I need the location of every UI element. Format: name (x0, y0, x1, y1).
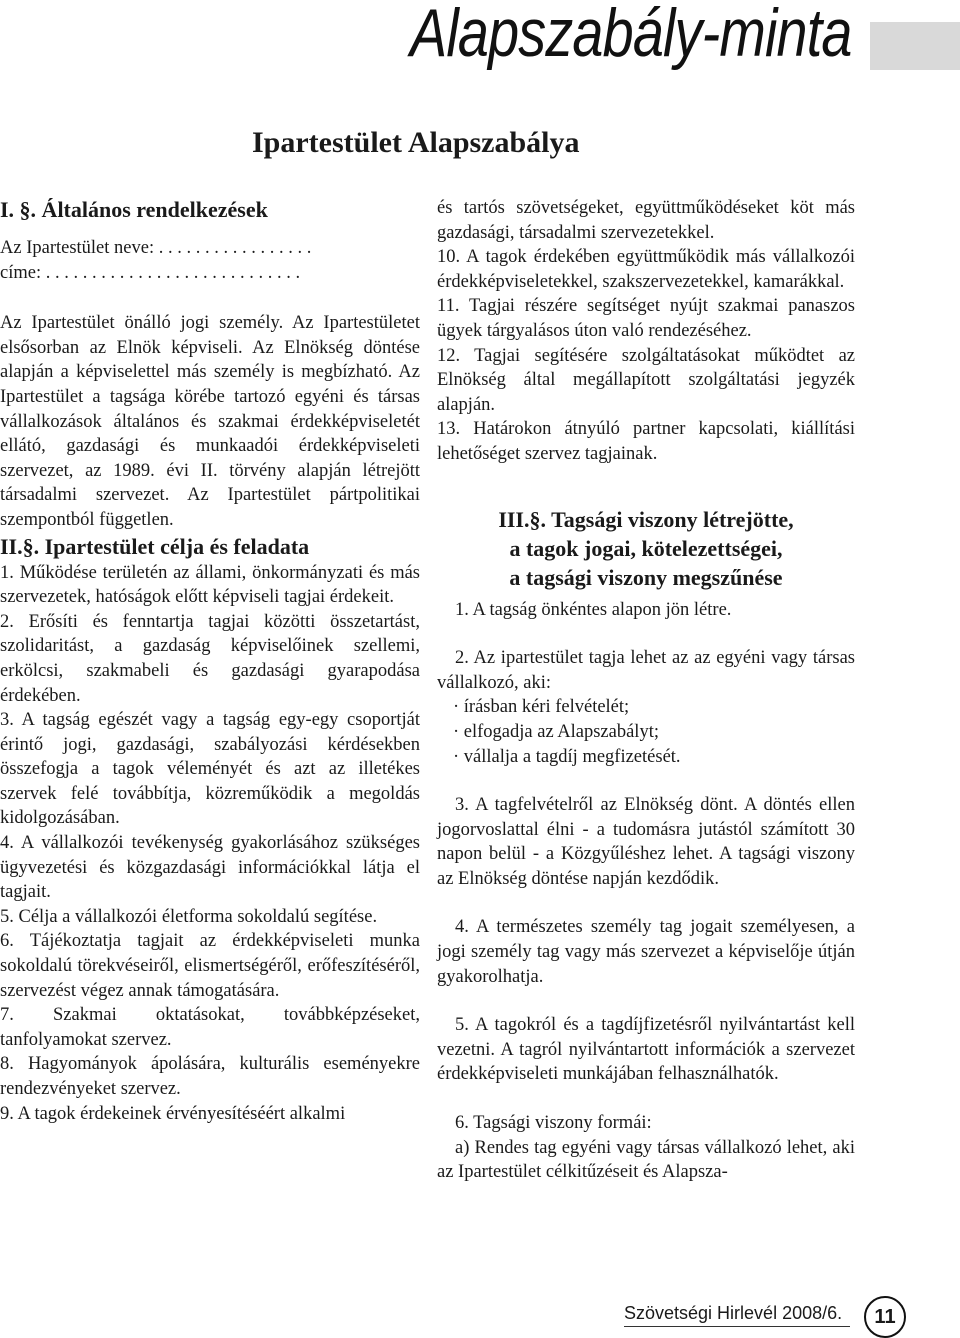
section-2-item-1: 1. Működése területén az állami, önkormányzati és más szervezetek, hatóságok előtt képviseli tagjai érdekeit. (0, 562, 420, 608)
right-column (437, 196, 855, 1185)
section-2-item-7: 7. Szakmai oktatásokat, továbbképzéseket, tanfolyamokat szervez. (0, 1005, 420, 1050)
section-2-item-3: 3. A tagság egészét vagy a tagság egy-egy csoportját érintő jogi, gazdasági, szabályozási kérdésekben összefogja a tagok véleményét és azt az illetékes szervek felé továbbítja, közreműködik a megoldás kidolgozásában. (0, 710, 420, 829)
section-2-item-11: 11. Tagjai részére segítséget nyújt szakmai panaszos ügyek tárgyalásos úton való rendezéséhez. (437, 296, 855, 341)
section-3-heading (437, 505, 855, 592)
section-2-item-13: 13. Határokon átnyúló partner kapcsolati, kiállítási lehetőséget szervez tagjainak. (437, 419, 855, 464)
name-field: Az Ipartestület neve: . . . . . . . . . . . . . . . . . (0, 238, 312, 258)
section-2-item-2: 2. Erősíti és fenntartja tagjai közötti összetartást, szolidaritást, a gazdaság képviselőinek szellemi, erkölcsi, szakmabeli és gazdasági gyarapodása érdekében. (0, 611, 420, 706)
page-number: 11 (864, 1296, 906, 1338)
section-3-p5: 5. A tagokról és a tagdíjfizetésről nyilvántartást kell vezetni. A tagról nyilvántartott információk a szervezet érdekképviseleti munkájában felhasználhatók. (437, 1015, 855, 1085)
section-3-heading-line-3: a tagsági viszony megszűnése (509, 564, 783, 590)
section-2-item-5: 5. Célja a vállalkozói életforma sokoldalú segítése. (0, 906, 378, 927)
header-gray-block (870, 22, 960, 70)
section-2-item-12: 12. Tagjai segítésére szolgáltatásokat működtet az Elnökség által megállapított szolgáltatási jegyzék alapján. (437, 345, 855, 415)
footer-rule (624, 1326, 850, 1327)
section-3-p4: 4. A természetes személy tag jogait személyesen, a jogi személy tag vagy más szervezet a képviselője útján gyakorolhatja. (437, 917, 855, 987)
address-field: címe: . . . . . . . . . . . . . . . . . . . . . . . . . . . . (0, 262, 301, 283)
section-3-p2: 2. Az ipartestület tagja lehet az az egyéni vagy társas vállalkozó, aki: (437, 648, 855, 693)
section-3-p1: 1. A tagság önkéntes alapon jön létre. (455, 599, 732, 620)
section-1-intro: Az Ipartestület önálló jogi személy. Az Ipartestületet elsősorban az Elnök képviseli. Az Elnökség döntése alapján a képviselettel más személy is megbízható. Az Ipartestület a tagsága körébe tartozó egyéni és társas vállalkozások általános és szakmai érdekképviseletét ellátó, gazdasági és munkaadói érdekképviseleti szervezet, az 1989. évi II. törvény alapján létrejött társadalmi szervezet. Az Ipartestület pártpolitikai szempontból független. (0, 313, 420, 530)
section-2-item-10: 10. A tagok érdekében együttműködik más vállalkozói érdekképviseletekkel, szakszervezetekkel, kamarákkal. (437, 247, 855, 292)
section-2-heading: II.§. Ipartestület célja és feladata (0, 533, 310, 559)
header-title: Alapszabály-minta (410, 0, 852, 71)
section-2-item-6: 6. Tájékoztatja tagjait az érdekképviseleti munka sokoldalú törekvéseiről, elismertségéről, erőfeszítéséről, szervezést végez annak támogatására. (0, 931, 420, 1001)
section-3-p6a: a) Rendes tag egyéni vagy társas vállalkozó lehet, aki az Ipartestület célkitűzéseit és Alapsza- (437, 1137, 855, 1183)
section-2-item-4: 4. A vállalkozói tevékenység gyakorlásához szükséges ügyvezetési és közgazdasági információkkal látja el tagjait. (0, 833, 420, 903)
footer-journal-name: Szövetségi Hirlevél 2008/6. (624, 1303, 843, 1323)
document-title: Ipartestület Alapszabálya (252, 126, 580, 159)
section-2-continuation: és tartós szövetségeket, együttműködéseket köt más gazdasági, társadalmi szervezetekkel. (437, 198, 855, 243)
section-3-bullet-2: · elfogadja az Alapszabályt; (453, 721, 659, 742)
section-3-p6: 6. Tagsági viszony formái: (455, 1113, 652, 1134)
section-2-item-8: 8. Hagyományok ápolására, kulturális eseményekre rendezvényeket szervez. (0, 1054, 420, 1099)
section-3-heading-line-2: a tagok jogai, kötelezettségei, (509, 535, 783, 561)
section-3-heading-line-1: III.§. Tagsági viszony létrejötte, (498, 506, 794, 532)
section-3-bullet-1: · írásban kéri felvételét; (453, 697, 630, 718)
section-3-p3: 3. A tagfelvételről az Elnökség dönt. A döntés ellen jogorvoslattal élni - a tudomásra jutástól számított 30 napon belül - a Közgyűléshez lehet. A tagsági viszony az Elnökség döntése napján kezdődik. (437, 795, 855, 889)
left-column (0, 196, 420, 1126)
section-3-bullet-3: · vállalja a tagdíj megfizetését. (453, 746, 681, 767)
section-1-heading: I. §. Általános rendelkezések (0, 197, 268, 222)
section-2-item-9: 9. A tagok érdekeinek érvényesítéséért alkalmi (0, 1103, 346, 1124)
